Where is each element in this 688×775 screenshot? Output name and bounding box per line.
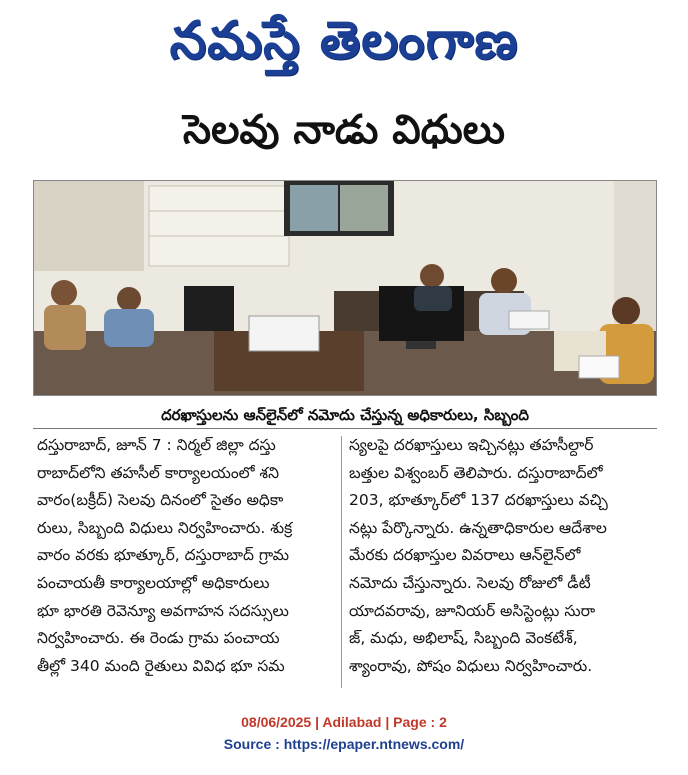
body-line: నిర్వహించారు. ఈ రెండు గ్రామ పంచాయ xyxy=(37,629,280,648)
body-line: మేరకు దరఖాస్తుల వివరాలు ఆన్‌లైన్‌లో xyxy=(349,546,581,565)
body-line: శ్యాంరావు, పోషం విధులు నిర్వహించారు. xyxy=(349,656,593,675)
body-line: రాబాద్‌లోని తహసీల్ కార్యాలయంలో శని xyxy=(37,463,279,482)
body-line: దస్తురాబాద్, జూన్ 7 : నిర్మల్ జిల్లా దస్తు xyxy=(37,436,276,454)
body-line: వారం వరకు భూత్కూర్, దస్తురాబాద్ గ్రామ xyxy=(37,546,290,565)
body-line: బత్తుల విశ్వంబర్ తెలిపారు. దస్తురాబాద్‌లో xyxy=(349,463,603,482)
article-body-left-column xyxy=(37,432,337,680)
body-line: నమోదు చేస్తున్నారు. సెలవు రోజులో డీటీ xyxy=(349,573,591,592)
photo-caption: దరఖాస్తులను ఆన్‌లైన్‌లో నమోదు చేస్తున్న అధికారులు, సిబ్బంది xyxy=(33,402,657,429)
article-body-right-column xyxy=(349,432,657,680)
body-line: స్యలపై దరఖాస్తులు ఇచ్చినట్లు తహసీల్దార్ xyxy=(349,436,594,454)
source-link[interactable]: Source : https://epaper.ntnews.com/ xyxy=(223,736,465,752)
column-divider xyxy=(341,436,342,688)
article-headline: సెలవు నాడు విధులు xyxy=(183,107,505,153)
edition-info: 08/06/2025 | Adilabad | Page : 2 xyxy=(241,714,447,730)
body-line: వారం(బక్రీద్) సెలవు దినంలో సైతం అధికా xyxy=(37,491,284,510)
office-scene-illustration xyxy=(34,181,656,395)
body-line: నట్లు పేర్కొన్నారు. ఉన్నతాధికారుల ఆదేశాల xyxy=(349,518,607,537)
newspaper-masthead: నమస్తే తెలంగాణ xyxy=(169,11,519,71)
body-line: భూ భారతి రెవెన్యూ అవగాహన సదస్సులు xyxy=(37,601,289,620)
body-line: పంచాయతీ కార్యాలయాల్లో అధికారులు xyxy=(37,573,270,592)
body-line: రులు, సిబ్బంది విధులు నిర్వహించారు. శుక్ర xyxy=(37,518,293,537)
body-line: 203, భూత్కూర్‌లో 137 దరఖాస్తులు వచ్చి xyxy=(349,491,608,510)
article-photo xyxy=(33,180,657,396)
body-line: తీల్లో 340 మంది రైతులు వివిధ భూ సమ xyxy=(37,656,285,675)
body-line: యాదవరావు, జూనియర్ అసిస్టెంట్లు సురా xyxy=(349,601,596,620)
body-line: జ్, మధు, అభిలాష్, సిబ్బంది వెంకటేశ్, xyxy=(349,629,578,648)
